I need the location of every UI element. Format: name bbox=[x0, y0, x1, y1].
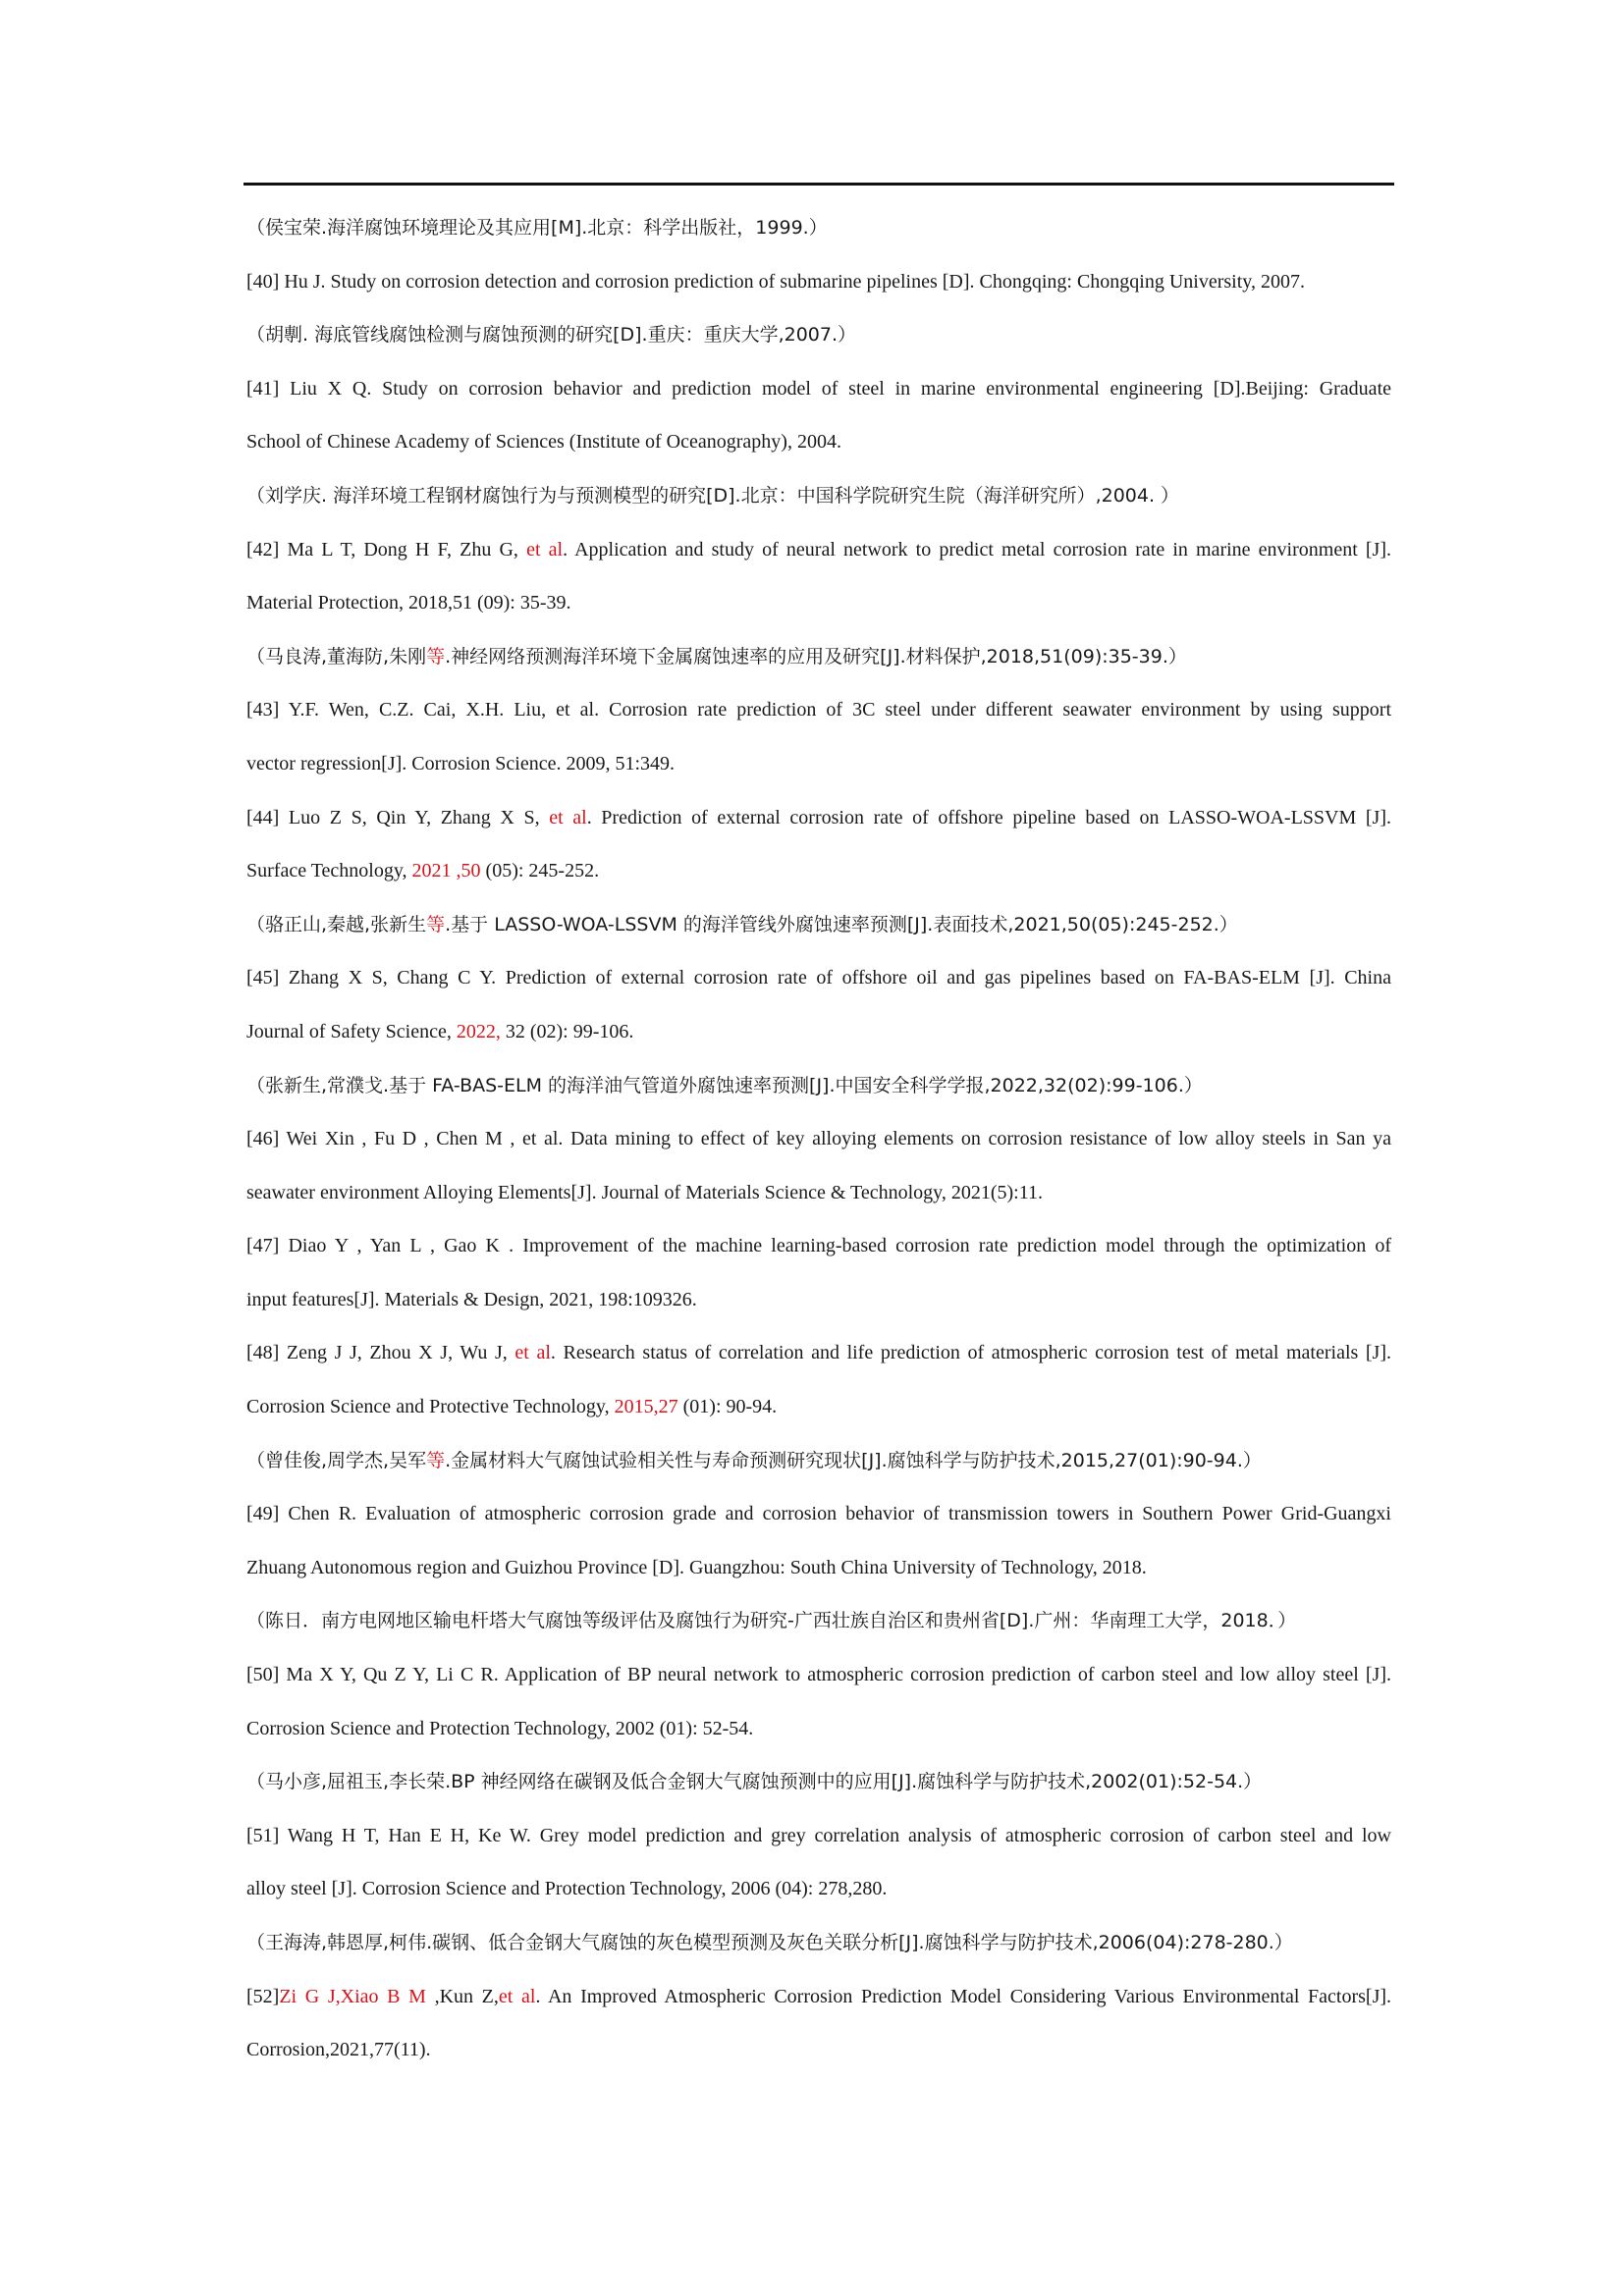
reference-line bbox=[246, 791, 1391, 845]
reference-text: [50] Ma X Y, Qu Z Y, Li C R. Application of BP neural network to atmospheric corrosion prediction of carbon steel and low alloy steel [J]. bbox=[246, 1664, 1391, 1686]
reference-line bbox=[246, 523, 1391, 577]
reference-line bbox=[246, 1970, 1391, 2024]
reference-text: [41] Liu X Q. Study on corrosion behavior and prediction model of steel in marine environmental engineering [D].Beijing: Graduate bbox=[246, 377, 1391, 400]
reference-line bbox=[246, 1273, 1391, 1327]
highlighted-text: 等 bbox=[426, 1449, 446, 1471]
reference-text: . Prediction of external corrosion rate of offshore pipeline based on LASSO-WOA-LSSVM [J]. bbox=[586, 806, 1391, 828]
reference-line bbox=[246, 1166, 1391, 1220]
reference-text: alloy steel [J]. Corrosion Science and Protection Technology, 2006 (04): 278,280. bbox=[246, 1878, 888, 1900]
reference-text: （骆正山,秦越,张新生 bbox=[246, 913, 427, 935]
reference-line bbox=[246, 683, 1391, 737]
reference-translation-line bbox=[246, 469, 1391, 523]
reference-text: （胡剸. 海底管线腐蚀检测与腐蚀预测的研究[D].重庆：重庆大学,2007.） bbox=[246, 324, 857, 347]
highlighted-text: et al bbox=[498, 1985, 536, 2007]
reference-text: Corrosion Science and Protective Technology, bbox=[246, 1396, 615, 1418]
reference-text: [47] Diao Y , Yan L , Gao K . Improvement of the machine learning-based corrosion rate prediction model through the optimization of bbox=[246, 1235, 1391, 1257]
reference-text: [48] Zeng J J, Zhou X J, Wu J, bbox=[246, 1342, 515, 1364]
reference-text: 32 (02): 99-106. bbox=[500, 1020, 634, 1042]
reference-text: （张新生,常濮戈.基于 FA-BAS-ELM 的海洋油气管道外腐蚀速率预测[J].中国安全科学学报,2022,32(02):99-106.） bbox=[246, 1074, 1203, 1096]
reference-text: .神经网络预测海洋环境下金属腐蚀速率的应用及研究[J].材料保护,2018,51(09):35-39.） bbox=[445, 645, 1187, 667]
highlighted-text: 等 bbox=[426, 913, 446, 935]
reference-text: ,Kun Z, bbox=[425, 1985, 499, 2007]
reference-translation-line bbox=[246, 1059, 1391, 1113]
reference-line bbox=[246, 1326, 1391, 1380]
reference-translation-line bbox=[246, 1434, 1391, 1488]
highlighted-text: 等 bbox=[426, 645, 446, 667]
reference-text: [45] Zhang X S, Chang C Y. Prediction of external corrosion rate of offshore oil and gas pipelines based on FA-BAS-ELM [J]. China bbox=[246, 967, 1391, 989]
reference-text: Surface Technology, bbox=[246, 860, 412, 882]
reference-translation-line bbox=[246, 308, 1391, 362]
reference-text: Corrosion,2021,77(11). bbox=[246, 2039, 431, 2061]
reference-text: School of Chinese Academy of Sciences (Institute of Oceanography), 2004. bbox=[246, 431, 841, 454]
highlighted-text: et al bbox=[526, 538, 564, 561]
reference-text: [42] Ma L T, Dong H F, Zhu G, bbox=[246, 538, 527, 561]
highlighted-text: 2022, bbox=[456, 1020, 501, 1042]
reference-text: （曾佳俊,周学杰,吴军 bbox=[246, 1449, 427, 1471]
reference-line bbox=[246, 2023, 1391, 2077]
reference-text: (01): 90-94. bbox=[677, 1396, 778, 1418]
reference-line bbox=[246, 1005, 1391, 1059]
reference-text: [43] Y.F. Wen, C.Z. Cai, X.H. Liu, et al. Corrosion rate prediction of 3C steel under different seawater environment by using support bbox=[246, 699, 1391, 721]
reference-text: Corrosion Science and Protection Technology, 2002 (01): 52-54. bbox=[246, 1717, 754, 1739]
reference-text: [49] Chen R. Evaluation of atmospheric corrosion grade and corrosion behavior of transmission towers in Southern Power Grid-Guangxi bbox=[246, 1503, 1391, 1525]
highlighted-text: Zi G J,Xiao B M bbox=[279, 1985, 426, 2007]
reference-text: .金属材料大气腐蚀试验相关性与寿命预测研究现状[J].腐蚀科学与防护技术,2015,27(01):90-94.） bbox=[445, 1449, 1262, 1471]
reference-line bbox=[246, 1112, 1391, 1166]
reference-text: . Application and study of neural network to predict metal corrosion rate in marine environment [J]. bbox=[563, 538, 1391, 561]
reference-text: [46] Wei Xin , Fu D , Chen M , et al. Data mining to effect of key alloying elements on corrosion resistance of low alloy steels in San ya bbox=[246, 1128, 1391, 1150]
reference-line bbox=[246, 1702, 1391, 1756]
reference-translation-line bbox=[246, 898, 1391, 952]
header-rule bbox=[244, 183, 1394, 186]
reference-line bbox=[246, 1648, 1391, 1702]
reference-translation-line bbox=[246, 201, 1391, 255]
reference-text: [40] Hu J. Study on corrosion detection and corrosion prediction of submarine pipelines [D]. Chongqing: Chongqing University, 2007. bbox=[246, 270, 1305, 293]
reference-line bbox=[246, 415, 1391, 469]
highlighted-text: et al bbox=[514, 1342, 551, 1364]
reference-text: seawater environment Alloying Elements[J]. Journal of Materials Science & Technology, 2021(5):11. bbox=[246, 1181, 1043, 1203]
reference-line bbox=[246, 951, 1391, 1005]
reference-line bbox=[246, 1809, 1391, 1863]
reference-line bbox=[246, 576, 1391, 630]
reference-list bbox=[246, 201, 1391, 2077]
reference-text: （马良涛,董海防,朱刚 bbox=[246, 645, 427, 667]
reference-text: .基于 LASSO-WOA-LSSVM 的海洋管线外腐蚀速率预测[J].表面技术,2021,50(05):245-252.） bbox=[445, 913, 1238, 935]
reference-line bbox=[246, 1541, 1391, 1595]
reference-line bbox=[246, 362, 1391, 416]
reference-text: （侯宝荣.海洋腐蚀环境理论及其应用[M].北京：科学出版社，1999.） bbox=[246, 217, 828, 239]
reference-text: （马小彦,屈祖玉,李长荣.BP 神经网络在碳钢及低合金钢大气腐蚀预测中的应用[J].腐蚀科学与防护技术,2002(01):52-54.） bbox=[246, 1771, 1263, 1793]
reference-text: [52] bbox=[246, 1985, 280, 2007]
reference-line bbox=[246, 1487, 1391, 1541]
reference-line bbox=[246, 1380, 1391, 1434]
highlighted-text: et al bbox=[549, 806, 587, 828]
reference-line bbox=[246, 255, 1391, 309]
reference-translation-line bbox=[246, 630, 1391, 684]
reference-text: Zhuang Autonomous region and Guizhou Province [D]. Guangzhou: South China University of Technology, 2018. bbox=[246, 1556, 1147, 1578]
reference-text: （王海涛,韩恩厚,柯伟.碳钢、低合金钢大气腐蚀的灰色模型预测及灰色关联分析[J].腐蚀科学与防护技术,2006(04):278-280.） bbox=[246, 1932, 1293, 1953]
reference-text: [51] Wang H T, Han E H, Ke W. Grey model prediction and grey correlation analysis of atmospheric corrosion of carbon steel and low bbox=[246, 1824, 1391, 1846]
reference-text: Material Protection, 2018,51 (09): 35-39. bbox=[246, 592, 571, 614]
reference-text: [44] Luo Z S, Qin Y, Zhang X S, bbox=[246, 806, 550, 828]
reference-translation-line bbox=[246, 1916, 1391, 1970]
highlighted-text: 2015,27 bbox=[614, 1396, 678, 1418]
reference-line bbox=[246, 844, 1391, 898]
reference-line bbox=[246, 737, 1391, 791]
reference-translation-line bbox=[246, 1755, 1391, 1809]
reference-text: （刘学庆. 海洋环境工程钢材腐蚀行为与预测模型的研究[D].北京：中国科学院研究生院（海洋研究所）,2004. ） bbox=[246, 484, 1180, 507]
reference-text: （陈日．南方电网地区输电杆塔大气腐蚀等级评估及腐蚀行为研究-广西壮族自治区和贵州省[D].广州：华南理工大学，2018．） bbox=[246, 1610, 1297, 1632]
reference-text: input features[J]. Materials & Design, 2021, 198:109326. bbox=[246, 1288, 697, 1310]
reference-text: (05): 245-252. bbox=[480, 860, 600, 882]
reference-text: vector regression[J]. Corrosion Science. 2009, 51:349. bbox=[246, 752, 676, 774]
reference-text: Journal of Safety Science, bbox=[246, 1020, 457, 1042]
reference-text: . An Improved Atmospheric Corrosion Prediction Model Considering Various Environmental Factors[J]. bbox=[535, 1985, 1392, 2007]
reference-translation-line bbox=[246, 1594, 1391, 1648]
highlighted-text: 2021 ,50 bbox=[411, 860, 481, 882]
reference-line bbox=[246, 1219, 1391, 1273]
reference-line bbox=[246, 1862, 1391, 1916]
reference-text: . Research status of correlation and life prediction of atmospheric corrosion test of metal materials [J]. bbox=[550, 1342, 1391, 1364]
